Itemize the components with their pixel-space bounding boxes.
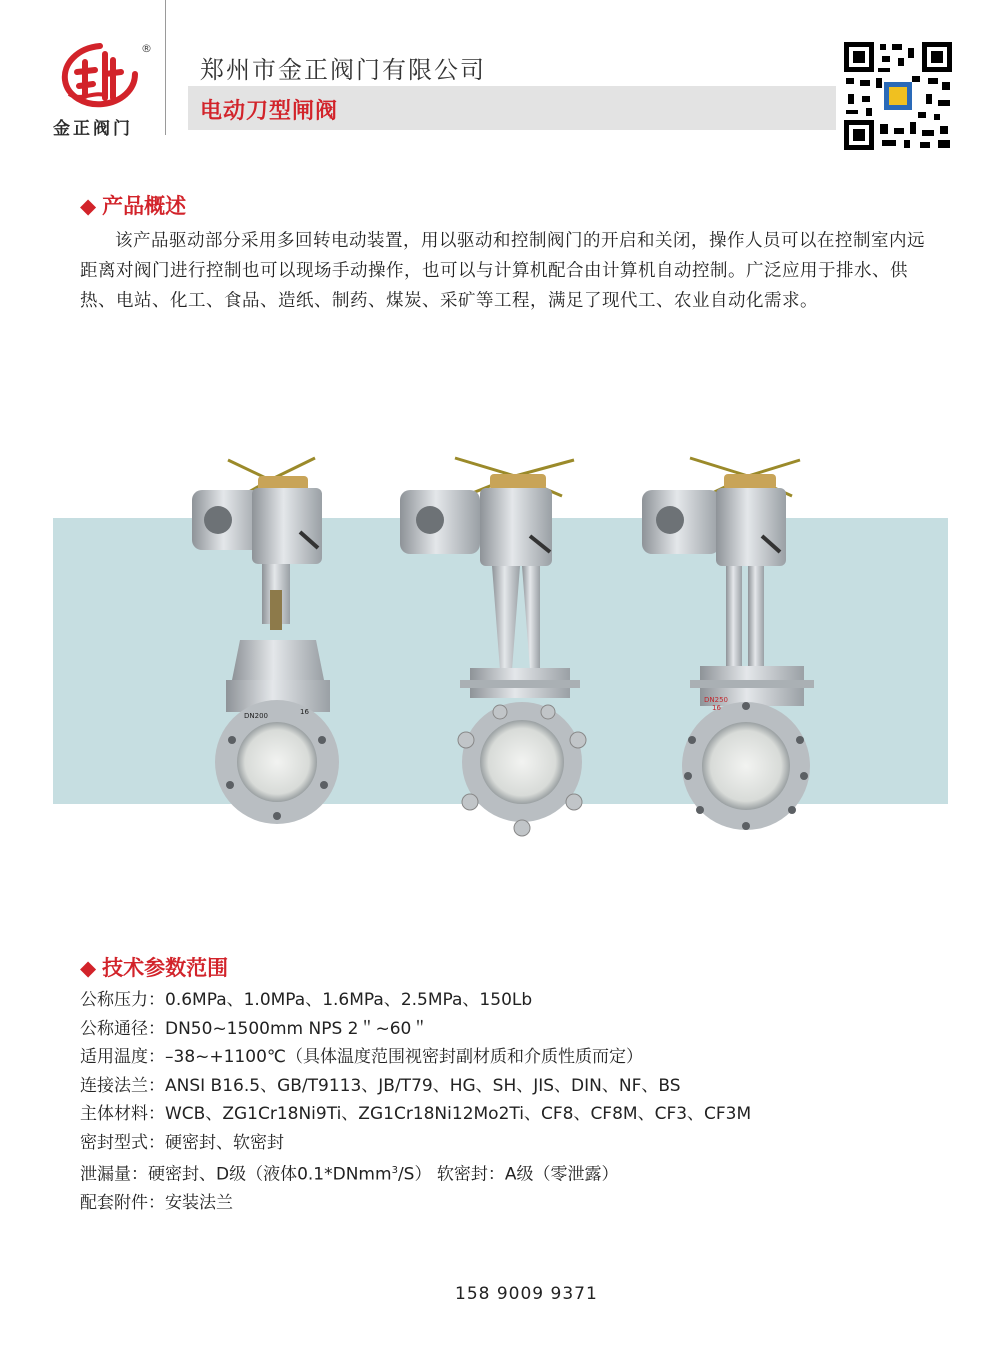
valve-photos xyxy=(0,440,1000,860)
overview-heading xyxy=(80,190,186,220)
spec-leakage: 泄漏量：硬密封、D级（液体0.1*DNmm$^3$/S） 软密封：A级（零泄露） xyxy=(80,1164,619,1185)
specs-heading-text: 技术参数范围 xyxy=(102,956,229,980)
specs-list xyxy=(80,986,940,1218)
spec-temperature: 适用温度：–38~+1100℃（具体温度范围视密封副材质和介质性质而定） xyxy=(80,1047,643,1067)
diamond-bullet-icon: ◆ xyxy=(80,956,97,980)
company-name: 郑州市金正阀门有限公司 xyxy=(200,56,486,84)
valve-photo-1 xyxy=(192,458,339,824)
header-divider xyxy=(165,0,166,135)
spec-accessories: 配套附件：安装法兰 xyxy=(80,1193,233,1214)
spec-material: 主体材料：WCB、ZG1Cr18Ni9Ti、ZG1Cr18Ni12Mo2Ti、CF8、CF8M、CF3、CF3M xyxy=(80,1104,752,1124)
valve-photo-3 xyxy=(642,458,814,830)
logo-mark-icon xyxy=(55,40,145,112)
registered-mark: ® xyxy=(141,42,152,55)
qr-code-icon[interactable] xyxy=(842,40,954,152)
title-bar xyxy=(188,86,836,130)
valve-3-pressure-label: 16 xyxy=(712,704,721,712)
spec-flange: 连接法兰：ANSI B16.5、GB/T9113、JB/T79、HG、SH、JIS、DIN、NF、BS xyxy=(80,1075,681,1096)
logo-text: 金正阀门 xyxy=(53,119,133,139)
diamond-bullet-icon: ◆ xyxy=(80,194,97,218)
valve-photo-2 xyxy=(400,458,586,836)
valve-1-size-label: DN200 xyxy=(244,712,268,720)
phone-number: 158 9009 9371 xyxy=(455,1284,598,1304)
overview-heading-text: 产品概述 xyxy=(102,194,187,218)
valve-1-pressure-label: 16 xyxy=(300,708,309,716)
spec-seal-type: 密封型式：硬密封、软密封 xyxy=(80,1132,284,1153)
spec-pressure: 公称压力：0.6MPa、1.0MPa、1.6MPa、2.5MPa、150Lb xyxy=(80,990,533,1010)
spec-diameter: 公称通径：DN50~1500mm NPS 2＂~60＂ xyxy=(80,1018,429,1039)
product-title: 电动刀型闸阀 xyxy=(200,99,339,124)
specs-heading xyxy=(80,952,228,982)
overview-text: 该产品驱动部分采用多回转电动装置，用以驱动和控制阀门的开启和关闭，操作人员可以在控制室内远距离对阀门进行控制也可以现场手动操作，也可以与计算机配合由计算机自动控制。广泛应用于排水、供热、电站、化工、食品、造纸、制药、煤炭、采矿等工程，满足了现代工、农业自动化需求。 xyxy=(80,231,925,311)
company-logo xyxy=(45,40,155,139)
valve-3-size-label: DN250 xyxy=(704,696,728,704)
